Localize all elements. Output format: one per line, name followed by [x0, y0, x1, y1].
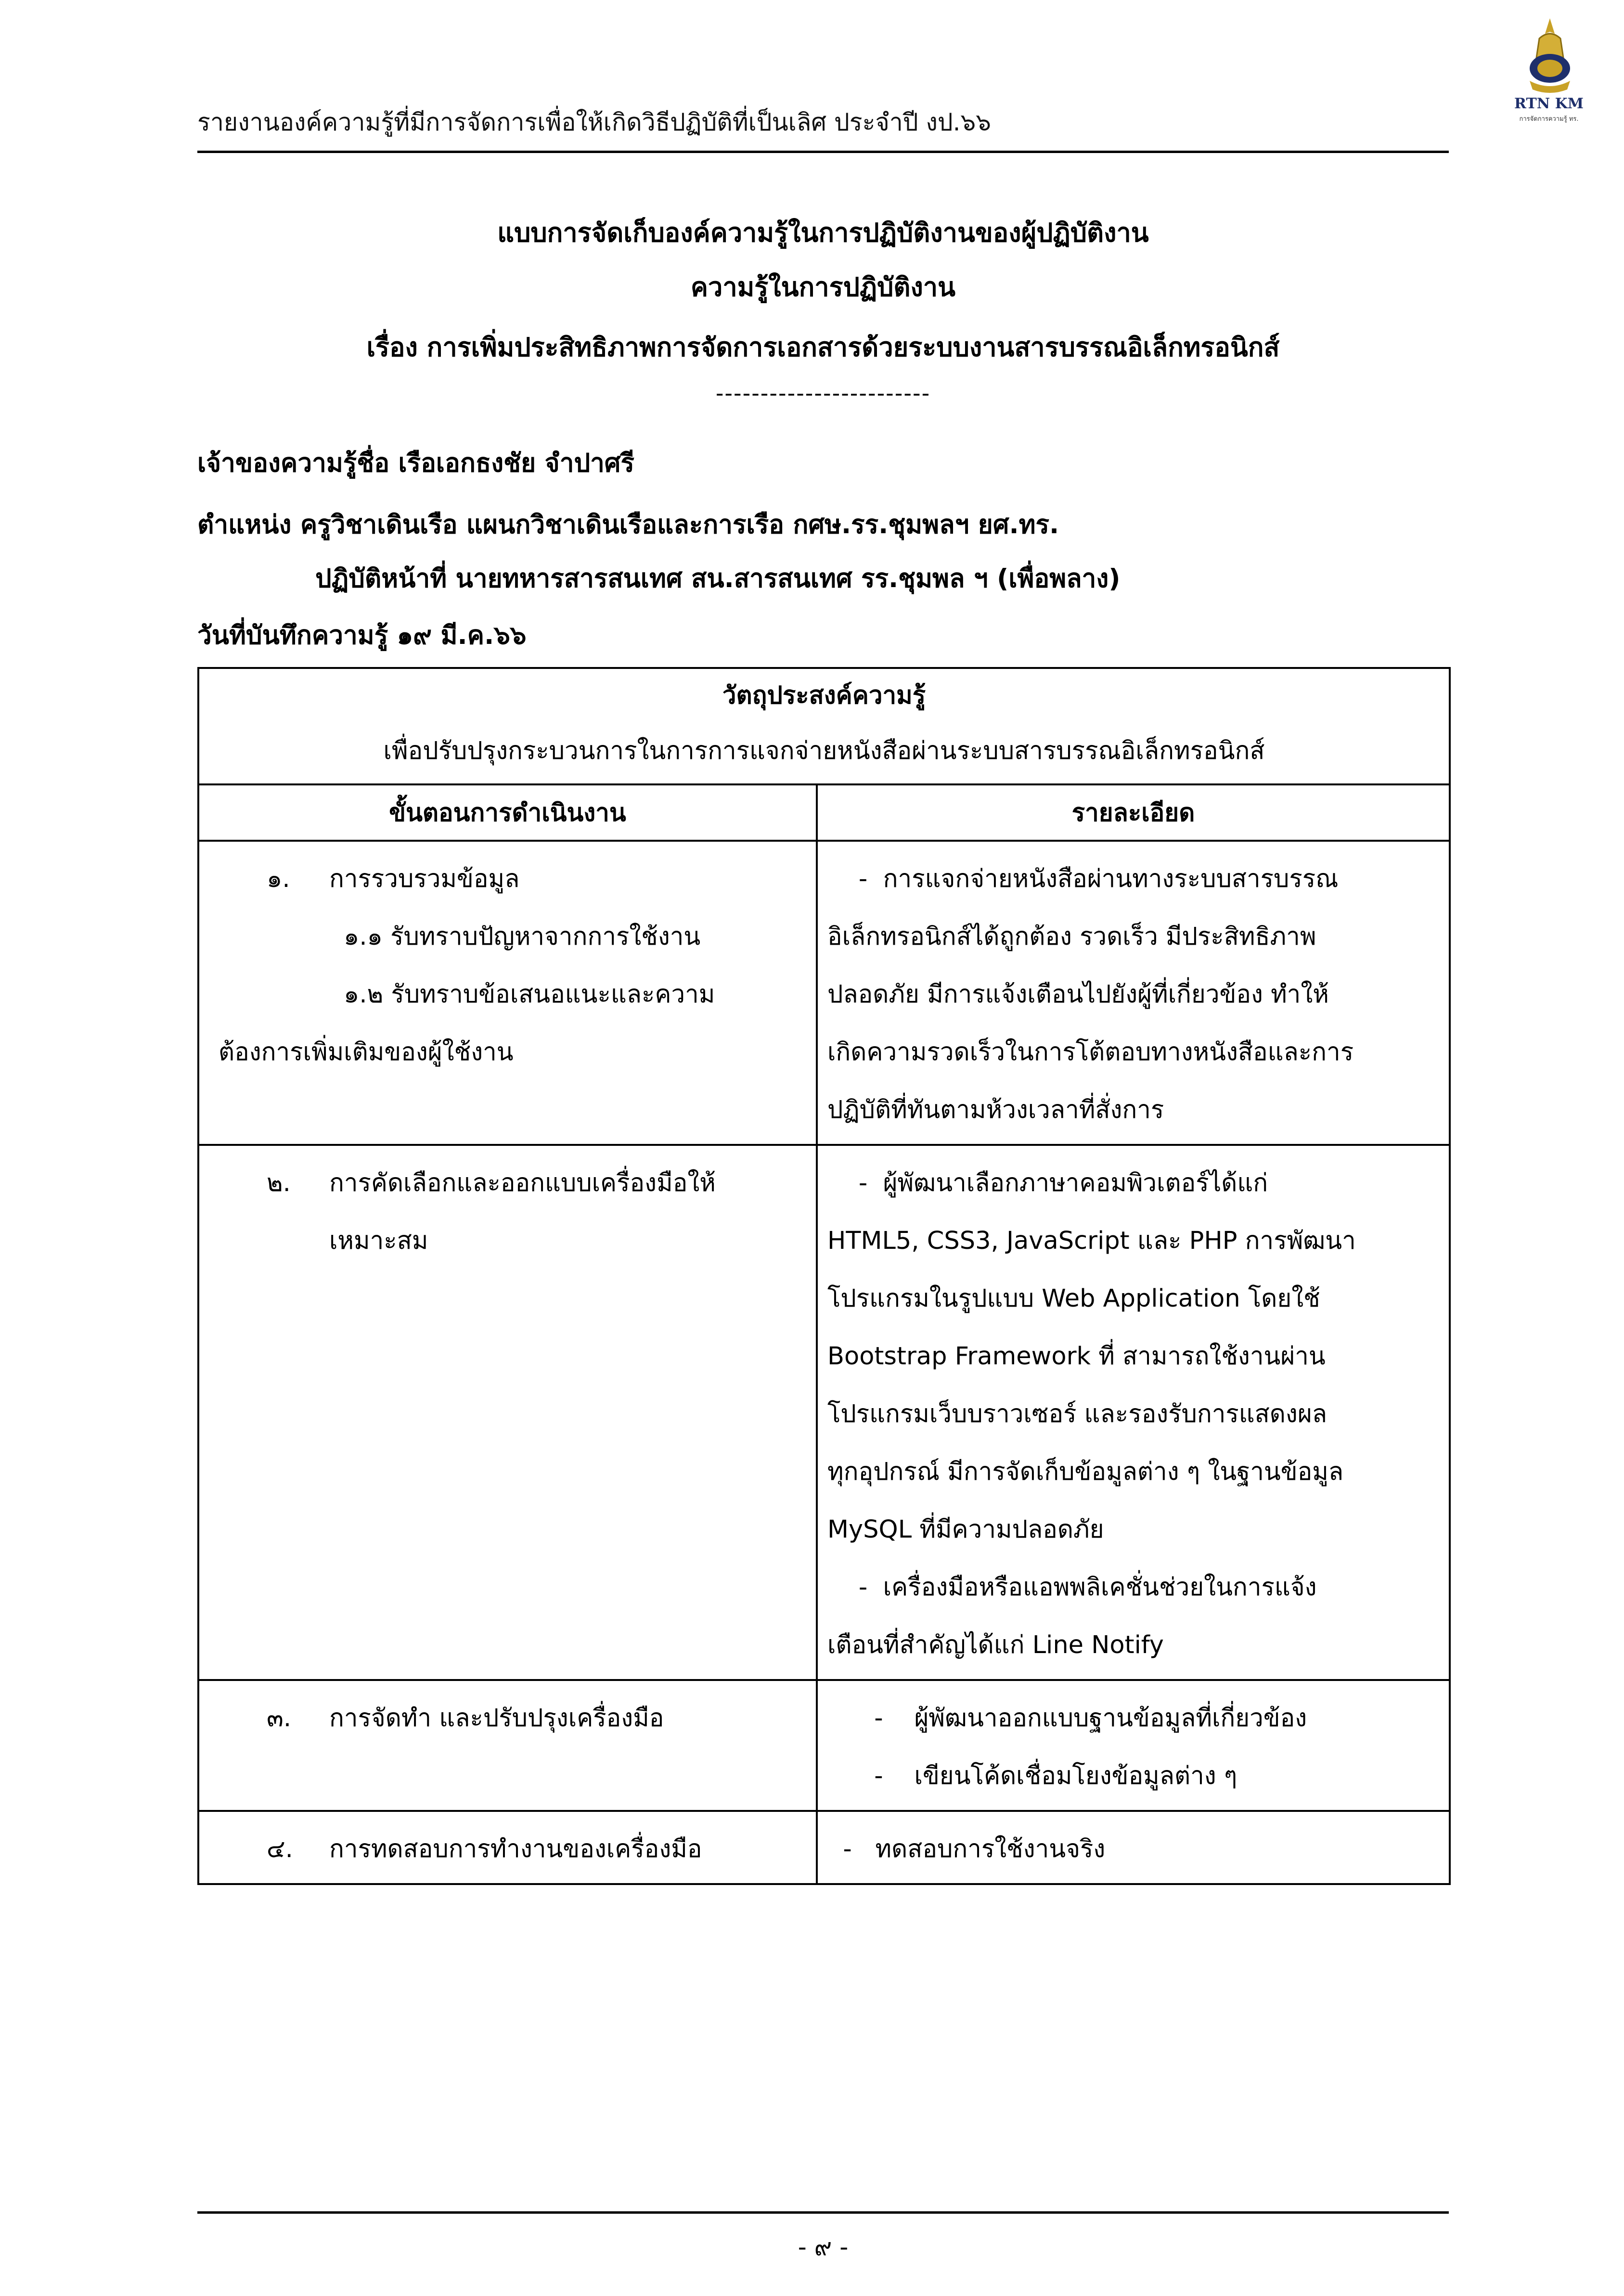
step-cell — [198, 841, 817, 1145]
sub-step-continuation: ต้องการเพิ่มเติมของผู้ใช้งาน — [219, 1038, 514, 1066]
step-number: ๑. — [267, 865, 290, 893]
step-text-continuation: เหมาะสม — [329, 1227, 428, 1255]
step-cell — [198, 1145, 817, 1680]
header-divider — [197, 151, 1449, 153]
sub-step: ๑.๒ รับทราบข้อเสนอแนะและความ — [344, 980, 715, 1009]
detail-line: - ผู้พัฒนาเลือกภาษาคอมพิวเตอร์ได้แก่ — [827, 1169, 1268, 1197]
step-number: ๓. — [267, 1704, 292, 1732]
column-header-details: รายละเอียด — [817, 784, 1450, 841]
detail-line: เกิดความรวดเร็วในการโต้ตอบทางหนังสือและการ — [827, 1038, 1354, 1066]
detail-cell — [817, 841, 1450, 1145]
step-text: การจัดทำ และปรับปรุงเครื่องมือ — [329, 1704, 664, 1732]
step-text: การรวบรวมข้อมูล — [329, 865, 520, 893]
detail-cell — [817, 1145, 1450, 1680]
detail-line: ทุกอุปกรณ์ มีการจัดเก็บข้อมูลต่าง ๆ ในฐานข้อมูล — [827, 1458, 1344, 1486]
step-cell — [198, 1811, 817, 1884]
sub-step: ๑.๑ รับทราบปัญหาจากการใช้งาน — [344, 923, 701, 951]
detail-line: โปรแกรมในรูปแบบ Web Application โดยใช้ — [827, 1284, 1320, 1313]
record-date: วันที่บันทึกความรู้ ๑๙ มี.ค.๖๖ — [197, 621, 527, 650]
step-text: การทดสอบการทำงานของเครื่องมือ — [329, 1835, 702, 1863]
owner-position: ตำแหน่ง ครูวิชาเดินเรือ แผนกวิชาเดินเรือและการเรือ กศษ.รร.ชุมพลฯ ยศ.ทร. — [197, 510, 1059, 539]
running-header: รายงานองค์ความรู้ที่มีการจัดการเพื่อให้เกิดวิธีปฏิบัติที่เป็นเลิศ ประจำปี งป.๖๖ — [197, 108, 991, 136]
detail-line: เตือนที่สำคัญได้แก่ Line Notify — [827, 1631, 1164, 1659]
table-row — [198, 1145, 1450, 1680]
table-row — [198, 1680, 1450, 1811]
detail-line: MySQL ที่มีความปลอดภัย — [827, 1515, 1104, 1544]
topic-title: เรื่อง การเพิ่มประสิทธิภาพการจัดการเอกสารด้วยระบบงานสารบรรณอิเล็กทรอนิกส์ — [366, 332, 1280, 362]
footer-divider — [197, 2211, 1449, 2214]
detail-line: โปรแกรมเว็บบราวเซอร์ และรองรับการแสดงผล — [827, 1400, 1327, 1428]
owner-duty: ปฏิบัติหน้าที่ นายทหารสารสนเทศ สน.สารสนเทศ รร.ชุมพล ฯ (เพื่อพลาง) — [315, 564, 1121, 593]
title-separator: ------------------------ — [715, 380, 931, 406]
step-cell — [198, 1680, 817, 1811]
form-title: แบบการจัดเก็บองค์ความรู้ในการปฏิบัติงานของผู้ปฏิบัติงาน — [497, 218, 1149, 248]
detail-line: HTML5, CSS3, JavaScript และ PHP การพัฒนา — [827, 1227, 1356, 1255]
detail-line: ปลอดภัย มีการแจ้งเตือนไปยังผู้ที่เกี่ยวข้อง ทำให้ — [827, 980, 1329, 1009]
detail-line: - เขียนโค้ดเชื่อมโยงข้อมูลต่าง ๆ — [827, 1762, 1237, 1790]
detail-line: Bootstrap Framework ที่ สามารถใช้งานผ่าน — [827, 1342, 1326, 1371]
form-subtitle: ความรู้ในการปฏิบัติงาน — [690, 272, 956, 302]
crown-emblem-icon — [1502, 14, 1598, 96]
table-row — [198, 1811, 1450, 1884]
detail-cell — [817, 1680, 1450, 1811]
detail-line: - การแจกจ่ายหนังสือผ่านทางระบบสารบรรณ — [827, 865, 1339, 893]
table-row — [198, 841, 1450, 1145]
detail-line: - ผู้พัฒนาออกแบบฐานข้อมูลที่เกี่ยวข้อง — [827, 1704, 1307, 1732]
detail-line: ปฏิบัติที่ทันตามห้วงเวลาที่สั่งการ — [827, 1096, 1164, 1124]
column-header-steps: ขั้นตอนการดำเนินงาน — [198, 784, 817, 841]
step-number: ๒. — [267, 1169, 291, 1197]
detail-line: อิเล็กทรอนิกส์ได้ถูกต้อง รวดเร็ว มีประสิทธิภาพ — [827, 923, 1316, 951]
knowledge-table — [197, 667, 1451, 1885]
objective-header: วัตถุประสงค์ความรู้ — [722, 681, 926, 710]
rtn-km-logo — [1502, 14, 1598, 144]
logo-subtext: การจัดการความรู้ ทร. — [1519, 115, 1579, 123]
objective-text: เพื่อปรับปรุงกระบวนการในการการแจกจ่ายหนังสือผ่านระบบสารบรรณอิเล็กทรอนิกส์ — [383, 737, 1265, 765]
knowledge-owner: เจ้าของความรู้ชื่อ เรือเอกธงชัย จำปาศรี — [197, 449, 634, 478]
step-number: ๔. — [267, 1835, 293, 1863]
detail-cell — [817, 1811, 1450, 1884]
page-number: - ๙ - — [798, 2233, 849, 2261]
detail-line: - เครื่องมือหรือแอพพลิเคชั่นช่วยในการแจ้ง — [827, 1573, 1317, 1602]
step-text: การคัดเลือกและออกแบบเครื่องมือให้ — [329, 1169, 716, 1197]
detail-line: - ทดสอบการใช้งานจริง — [827, 1835, 1106, 1863]
objective-cell — [198, 668, 1450, 784]
logo-text: RTN KM — [1514, 95, 1584, 112]
